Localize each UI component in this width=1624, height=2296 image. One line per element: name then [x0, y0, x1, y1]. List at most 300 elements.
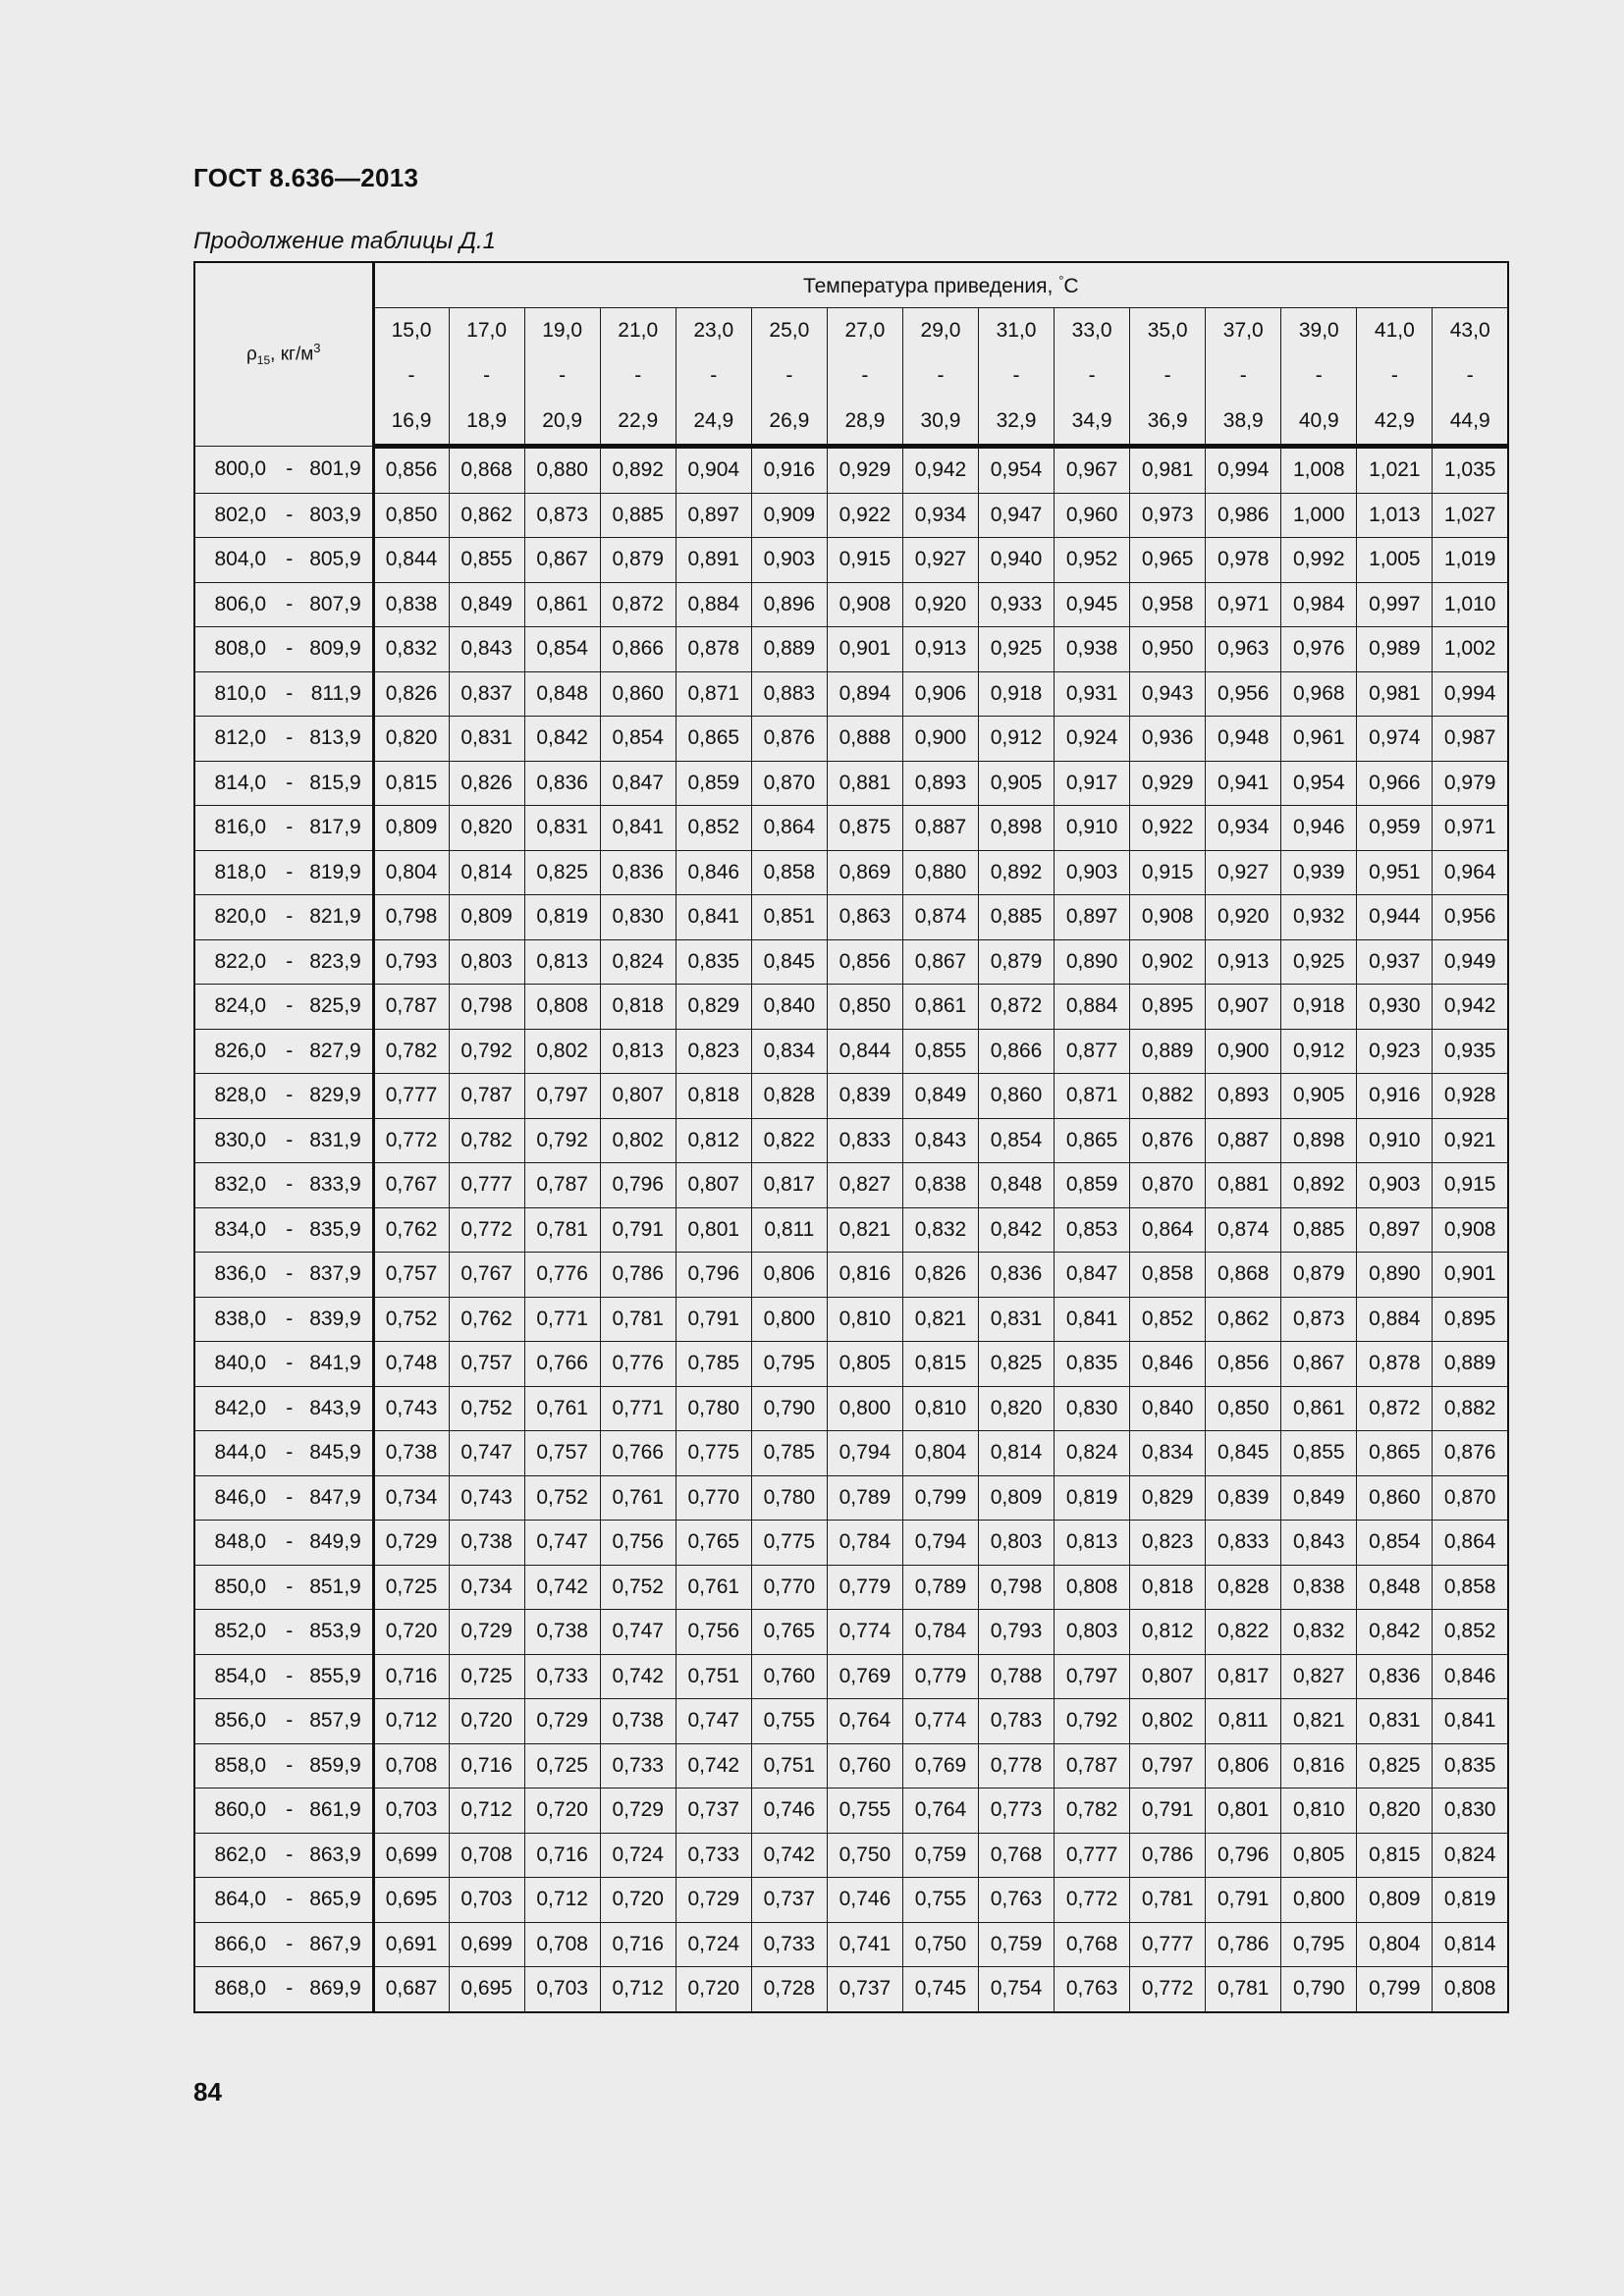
density-range-dash: -: [286, 1709, 294, 1733]
correction-value-cell: 0,897: [1055, 895, 1130, 940]
correction-value-cell: 0,822: [1206, 1610, 1281, 1655]
correction-value-cell: 0,936: [1130, 717, 1206, 762]
correction-value-cell: 0,712: [373, 1699, 449, 1744]
correction-value-cell: 0,887: [902, 806, 978, 851]
table-row: [194, 939, 1508, 985]
correction-value-cell: 0,781: [600, 1297, 676, 1342]
density-range-from: 804,0: [214, 548, 267, 571]
correction-value-cell: 0,712: [524, 1878, 600, 1923]
table-row: [194, 493, 1508, 538]
correction-value-cell: 0,833: [827, 1118, 902, 1163]
correction-value-cell: 0,826: [449, 761, 524, 806]
correction-value-cell: 0,807: [1130, 1654, 1206, 1699]
correction-value-cell: 0,768: [1055, 1922, 1130, 1967]
correction-value-cell: 0,747: [524, 1521, 600, 1566]
density-range-to: 821,9: [309, 905, 361, 929]
correction-value-cell: 0,725: [373, 1565, 449, 1610]
correction-value-cell: 0,782: [1055, 1789, 1130, 1834]
correction-value-cell: 0,804: [902, 1431, 978, 1476]
correction-value-cell: 0,836: [979, 1253, 1055, 1298]
density-range-cell: [194, 1475, 373, 1521]
correction-value-cell: 0,757: [524, 1431, 600, 1476]
correction-value-cell: 0,885: [600, 493, 676, 538]
density-range-to: 815,9: [309, 771, 361, 794]
correction-value-cell: 0,866: [600, 627, 676, 672]
correction-value-cell: 0,687: [373, 1967, 449, 2012]
table-row: [194, 985, 1508, 1030]
correction-value-cell: 0,742: [600, 1654, 676, 1699]
unit-superscript: 3: [313, 341, 321, 356]
correction-value-cell: 0,752: [449, 1386, 524, 1431]
correction-value-cell: 0,703: [373, 1789, 449, 1834]
correction-value-cell: 0,712: [449, 1789, 524, 1834]
temperature-range-from: 25,0: [769, 319, 810, 342]
correction-value-cell: 0,913: [1206, 939, 1281, 985]
density-range-cell: [194, 1521, 373, 1566]
density-range-cell: [194, 1163, 373, 1208]
correction-value-cell: 0,862: [1206, 1297, 1281, 1342]
correction-value-cell: 0,847: [1055, 1253, 1130, 1298]
correction-value-cell: 0,817: [751, 1163, 827, 1208]
correction-value-cell: 0,767: [373, 1163, 449, 1208]
correction-value-cell: 0,733: [676, 1833, 751, 1878]
correction-value-cell: 0,920: [1206, 895, 1281, 940]
table-row: [194, 671, 1508, 717]
density-range-to: 813,9: [309, 726, 361, 750]
density-range-dash: -: [286, 994, 294, 1018]
correction-value-cell: 0,925: [979, 627, 1055, 672]
correction-value-cell: 0,885: [979, 895, 1055, 940]
correction-value-cell: 0,956: [1433, 895, 1508, 940]
correction-value-cell: 0,824: [1055, 1431, 1130, 1476]
correction-value-cell: 0,716: [600, 1922, 676, 1967]
correction-value-cell: 0,930: [1357, 985, 1433, 1030]
correction-value-cell: 0,841: [600, 806, 676, 851]
density-range-cell: [194, 1074, 373, 1119]
correction-value-cell: 0,765: [751, 1610, 827, 1655]
correction-value-cell: 0,810: [902, 1386, 978, 1431]
correction-value-cell: 0,935: [1433, 1029, 1508, 1074]
correction-value-cell: 0,802: [1130, 1699, 1206, 1744]
correction-value-cell: 0,858: [1130, 1253, 1206, 1298]
correction-value-cell: 0,699: [449, 1922, 524, 1967]
correction-value-cell: 0,834: [1130, 1431, 1206, 1476]
density-range-from: 844,0: [214, 1441, 267, 1465]
correction-value-cell: 0,850: [1206, 1386, 1281, 1431]
density-range-cell: [194, 1789, 373, 1834]
density-range-from: 860,0: [214, 1798, 267, 1822]
correction-value-cell: 0,812: [1130, 1610, 1206, 1655]
correction-value-cell: 0,766: [524, 1342, 600, 1387]
density-range-dash: -: [286, 503, 294, 526]
correction-value-cell: 0,922: [827, 493, 902, 538]
correction-value-cell: 0,971: [1206, 582, 1281, 627]
correction-value-cell: 0,981: [1357, 671, 1433, 717]
correction-value-cell: 0,853: [1055, 1207, 1130, 1253]
density-range-from: 840,0: [214, 1352, 267, 1375]
density-range-from: 816,0: [214, 816, 267, 839]
correction-value-cell: 0,909: [751, 493, 827, 538]
density-range-cell: [194, 1743, 373, 1789]
correction-value-cell: 0,827: [1281, 1654, 1357, 1699]
correction-value-cell: 0,920: [902, 582, 978, 627]
correction-value-cell: 0,841: [1055, 1297, 1130, 1342]
correction-value-cell: 0,772: [1055, 1878, 1130, 1923]
correction-value-cell: 0,888: [827, 717, 902, 762]
correction-value-cell: 0,775: [751, 1521, 827, 1566]
correction-value-cell: 0,908: [827, 582, 902, 627]
correction-value-cell: 0,814: [979, 1431, 1055, 1476]
correction-value-cell: 0,915: [1130, 850, 1206, 895]
density-range-from: 838,0: [214, 1307, 267, 1330]
density-range-from: 808,0: [214, 637, 267, 661]
density-range-dash: -: [286, 1128, 294, 1151]
correction-value-cell: 1,010: [1433, 582, 1508, 627]
correction-value-cell: 0,830: [1433, 1789, 1508, 1834]
correction-value-cell: 0,965: [1130, 538, 1206, 583]
correction-value-cell: 0,890: [1055, 939, 1130, 985]
table-row: [194, 1029, 1508, 1074]
correction-value-cell: 0,845: [1206, 1431, 1281, 1476]
correction-value-cell: 0,840: [751, 985, 827, 1030]
correction-value-cell: 0,817: [1206, 1654, 1281, 1699]
correction-value-cell: 0,832: [1281, 1610, 1357, 1655]
correction-value-cell: 0,862: [449, 493, 524, 538]
density-range-cell: [194, 1565, 373, 1610]
correction-value-cell: 0,795: [1281, 1922, 1357, 1967]
correction-value-cell: 0,742: [676, 1743, 751, 1789]
correction-value-cell: 0,775: [676, 1431, 751, 1476]
correction-value-cell: 0,992: [1281, 538, 1357, 583]
correction-value-cell: 0,791: [1130, 1789, 1206, 1834]
correction-value-cell: 0,807: [676, 1163, 751, 1208]
temperature-range-from: 15,0: [391, 319, 432, 342]
correction-value-cell: 0,845: [751, 939, 827, 985]
correction-value-cell: 0,828: [1206, 1565, 1281, 1610]
correction-value-cell: 0,803: [449, 939, 524, 985]
density-range-dash: -: [286, 905, 294, 929]
density-range-cell: [194, 1967, 373, 2012]
correction-value-cell: 0,822: [751, 1118, 827, 1163]
correction-value-cell: 0,854: [600, 717, 676, 762]
correction-value-cell: 0,816: [1281, 1743, 1357, 1789]
correction-value-cell: 0,787: [449, 1074, 524, 1119]
correction-value-cell: 0,782: [449, 1118, 524, 1163]
correction-value-cell: 0,892: [1281, 1163, 1357, 1208]
correction-value-cell: 0,820: [449, 806, 524, 851]
table-row: [194, 627, 1508, 672]
temperature-range-from: 29,0: [920, 319, 961, 342]
density-range-to: 843,9: [309, 1396, 361, 1419]
correction-value-cell: 0,792: [1055, 1699, 1130, 1744]
density-range-cell: [194, 939, 373, 985]
correction-value-cell: 0,923: [1357, 1029, 1433, 1074]
correction-value-cell: 0,956: [1206, 671, 1281, 717]
correction-value-cell: 0,946: [1281, 806, 1357, 851]
correction-value-cell: 0,843: [449, 627, 524, 672]
density-range-from: 800,0: [214, 457, 267, 481]
correction-value-cell: 0,891: [676, 538, 751, 583]
correction-value-cell: 0,801: [676, 1207, 751, 1253]
density-range-from: 846,0: [214, 1485, 267, 1509]
correction-value-cell: 0,768: [979, 1833, 1055, 1878]
correction-value-cell: 0,835: [1433, 1743, 1508, 1789]
correction-value-cell: 0,708: [524, 1922, 600, 1967]
correction-value-cell: 0,961: [1281, 717, 1357, 762]
density-range-dash: -: [286, 771, 294, 794]
correction-value-cell: 0,994: [1206, 447, 1281, 494]
temperature-range-dash: -: [861, 364, 869, 387]
density-range-from: 810,0: [214, 681, 267, 705]
correction-value-cell: 0,772: [1130, 1967, 1206, 2012]
correction-value-cell: 0,854: [979, 1118, 1055, 1163]
table-row: [194, 717, 1508, 762]
correction-value-cell: 0,729: [600, 1789, 676, 1834]
correction-value-cell: 0,876: [1130, 1118, 1206, 1163]
density-range-cell: [194, 1610, 373, 1655]
table-caption: Продолжение таблицы Д.1: [193, 228, 497, 254]
correction-value-cell: 0,852: [676, 806, 751, 851]
temperature-range-from: 43,0: [1449, 319, 1490, 342]
correction-value-cell: 0,922: [1130, 806, 1206, 851]
density-range-cell: [194, 895, 373, 940]
correction-value-cell: 0,848: [1357, 1565, 1433, 1610]
correction-value-cell: 0,794: [827, 1431, 902, 1476]
correction-value-cell: 0,792: [524, 1118, 600, 1163]
density-range-from: 802,0: [214, 503, 267, 526]
correction-value-cell: 0,799: [902, 1475, 978, 1521]
correction-value-cell: 0,910: [1357, 1118, 1433, 1163]
correction-value-cell: 0,900: [1206, 1029, 1281, 1074]
correction-value-cell: 0,805: [827, 1342, 902, 1387]
correction-value-cell: 0,802: [600, 1118, 676, 1163]
correction-value-cell: 1,005: [1357, 538, 1433, 583]
correction-value-cell: 1,027: [1433, 493, 1508, 538]
density-range-to: 837,9: [309, 1262, 361, 1286]
density-column-header: [194, 262, 373, 447]
correction-value-cell: 0,798: [449, 985, 524, 1030]
correction-value-cell: 0,867: [1281, 1342, 1357, 1387]
correction-value-cell: 0,738: [600, 1699, 676, 1744]
correction-value-cell: 0,812: [676, 1118, 751, 1163]
density-range-cell: [194, 1833, 373, 1878]
correction-value-cell: 0,958: [1130, 582, 1206, 627]
correction-value-cell: 0,791: [600, 1207, 676, 1253]
temperature-range-dash: -: [1390, 364, 1398, 387]
correction-value-cell: 1,019: [1433, 538, 1508, 583]
density-range-to: 861,9: [309, 1798, 361, 1822]
correction-value-cell: 0,738: [373, 1431, 449, 1476]
temperature-range-dash: -: [1164, 364, 1171, 387]
temperature-range-to: 38,9: [1222, 409, 1264, 432]
correction-value-cell: 0,967: [1055, 447, 1130, 494]
correction-value-cell: 0,824: [600, 939, 676, 985]
correction-value-cell: 0,897: [1357, 1207, 1433, 1253]
temperature-range-header: [751, 308, 827, 447]
correction-value-cell: 0,781: [1206, 1967, 1281, 2012]
correction-value-cell: 0,908: [1130, 895, 1206, 940]
correction-value-cell: 0,762: [373, 1207, 449, 1253]
density-range-dash: -: [286, 1441, 294, 1465]
correction-value-cell: 0,738: [449, 1521, 524, 1566]
correction-value-cell: 0,989: [1357, 627, 1433, 672]
correction-value-cell: 0,867: [524, 538, 600, 583]
temperature-range-from: 23,0: [693, 319, 734, 342]
correction-value-cell: 0,720: [373, 1610, 449, 1655]
density-range-dash: -: [286, 637, 294, 661]
correction-value-cell: 0,810: [827, 1297, 902, 1342]
temperature-range-header: [979, 308, 1055, 447]
correction-value-cell: 0,885: [1281, 1207, 1357, 1253]
correction-value-cell: 0,764: [902, 1789, 978, 1834]
correction-value-cell: 0,915: [1433, 1163, 1508, 1208]
density-range-cell: [194, 447, 373, 494]
correction-value-cell: 0,901: [827, 627, 902, 672]
density-range-to: 817,9: [309, 816, 361, 839]
temperature-range-to: 26,9: [769, 409, 810, 432]
correction-value-cell: 0,752: [524, 1475, 600, 1521]
rho-symbol: ρ: [245, 344, 257, 365]
density-range-dash: -: [286, 1932, 294, 1955]
correction-value-cell: 0,790: [751, 1386, 827, 1431]
correction-value-cell: 0,892: [600, 447, 676, 494]
correction-value-cell: 0,798: [373, 895, 449, 940]
correction-value-cell: 0,791: [1206, 1878, 1281, 1923]
correction-value-cell: 0,835: [676, 939, 751, 985]
correction-value-cell: 0,777: [1130, 1922, 1206, 1967]
density-range-to: 869,9: [309, 1977, 361, 2001]
correction-value-cell: 0,994: [1433, 671, 1508, 717]
correction-value-cell: 0,729: [524, 1699, 600, 1744]
correction-value-cell: 0,813: [1055, 1521, 1130, 1566]
density-range-from: 824,0: [214, 994, 267, 1018]
correction-value-cell: 0,819: [1433, 1878, 1508, 1923]
correction-value-cell: 0,925: [1281, 939, 1357, 985]
correction-value-cell: 0,748: [373, 1342, 449, 1387]
correction-value-cell: 0,780: [676, 1386, 751, 1431]
correction-value-cell: 0,852: [1130, 1297, 1206, 1342]
table-row: [194, 1118, 1508, 1163]
density-range-to: 805,9: [309, 548, 361, 571]
correction-value-cell: 0,940: [979, 538, 1055, 583]
correction-value-cell: 0,757: [373, 1253, 449, 1298]
table-row: [194, 1922, 1508, 1967]
table-row: [194, 1074, 1508, 1119]
correction-value-cell: 0,760: [827, 1743, 902, 1789]
correction-value-cell: 1,035: [1433, 447, 1508, 494]
table-row: [194, 1253, 1508, 1298]
correction-value-cell: 0,786: [600, 1253, 676, 1298]
correction-value-cell: 0,876: [1433, 1431, 1508, 1476]
correction-value-cell: 0,880: [902, 850, 978, 895]
correction-value-cell: 0,806: [751, 1253, 827, 1298]
density-range-dash: -: [286, 949, 294, 973]
correction-value-cell: 0,892: [979, 850, 1055, 895]
density-range-cell: [194, 850, 373, 895]
correction-value-cell: 0,796: [600, 1163, 676, 1208]
temperature-range-header: [1281, 308, 1357, 447]
correction-value-cell: 0,821: [902, 1297, 978, 1342]
correction-value-cell: 0,850: [373, 493, 449, 538]
density-range-cell: [194, 1699, 373, 1744]
correction-value-cell: 0,757: [449, 1342, 524, 1387]
correction-value-cell: 0,918: [1281, 985, 1357, 1030]
table-row: [194, 1163, 1508, 1208]
correction-value-cell: 0,761: [600, 1475, 676, 1521]
temperature-range-to: 30,9: [920, 409, 961, 432]
correction-value-cell: 0,944: [1357, 895, 1433, 940]
correction-value-cell: 0,839: [827, 1074, 902, 1119]
correction-value-cell: 0,724: [676, 1922, 751, 1967]
correction-value-cell: 0,830: [600, 895, 676, 940]
correction-value-cell: 0,838: [373, 582, 449, 627]
correction-value-cell: 0,809: [979, 1475, 1055, 1521]
density-range-to: 835,9: [309, 1217, 361, 1241]
correction-value-cell: 0,855: [1281, 1431, 1357, 1476]
temperature-range-from: 31,0: [996, 319, 1037, 342]
correction-value-cell: 0,934: [902, 493, 978, 538]
correction-value-cell: 0,860: [979, 1074, 1055, 1119]
density-range-from: 868,0: [214, 1977, 267, 2001]
correction-value-cell: 0,976: [1281, 627, 1357, 672]
correction-value-cell: 0,797: [1130, 1743, 1206, 1789]
density-range-dash: -: [286, 1039, 294, 1062]
correction-value-cell: 0,979: [1433, 761, 1508, 806]
correction-value-cell: 0,703: [449, 1878, 524, 1923]
density-range-to: 853,9: [309, 1620, 361, 1643]
table-row: [194, 761, 1508, 806]
density-range-from: 850,0: [214, 1575, 267, 1598]
correction-value-cell: 0,759: [979, 1922, 1055, 1967]
correction-value-cell: 0,716: [373, 1654, 449, 1699]
correction-value-cell: 0,947: [979, 493, 1055, 538]
correction-value-cell: 0,960: [1055, 493, 1130, 538]
correction-value-cell: 1,021: [1357, 447, 1433, 494]
correction-value-cell: 0,774: [827, 1610, 902, 1655]
density-range-cell: [194, 1118, 373, 1163]
correction-value-cell: 0,871: [1055, 1074, 1130, 1119]
correction-value-cell: 0,818: [676, 1074, 751, 1119]
temperature-range-dash: -: [559, 364, 567, 387]
temperature-range-dash: -: [483, 364, 491, 387]
density-range-cell: [194, 1654, 373, 1699]
temperature-range-header: [1433, 308, 1508, 447]
correction-value-cell: 0,855: [902, 1029, 978, 1074]
density-range-to: 847,9: [309, 1485, 361, 1509]
temperature-range-from: 21,0: [618, 319, 659, 342]
correction-value-cell: 0,873: [1281, 1297, 1357, 1342]
correction-value-cell: 0,819: [1055, 1475, 1130, 1521]
correction-value-cell: 0,932: [1281, 895, 1357, 940]
correction-value-cell: 0,889: [751, 627, 827, 672]
density-range-from: 812,0: [214, 726, 267, 750]
density-unit: , кг/м: [270, 344, 314, 365]
temperature-range-dash: -: [1088, 364, 1096, 387]
density-range-to: 803,9: [309, 503, 361, 526]
correction-value-cell: 0,790: [1281, 1967, 1357, 2012]
density-range-from: 852,0: [214, 1620, 267, 1643]
correction-value-cell: 0,931: [1055, 671, 1130, 717]
correction-value-cell: 0,831: [979, 1297, 1055, 1342]
correction-value-cell: 0,755: [827, 1789, 902, 1834]
correction-value-cell: 0,865: [1357, 1431, 1433, 1476]
density-range-cell: [194, 671, 373, 717]
table-row: [194, 1521, 1508, 1566]
correction-value-cell: 0,747: [600, 1610, 676, 1655]
correction-value-cell: 0,903: [1357, 1163, 1433, 1208]
correction-value-cell: 0,860: [600, 671, 676, 717]
correction-value-cell: 0,838: [1281, 1565, 1357, 1610]
